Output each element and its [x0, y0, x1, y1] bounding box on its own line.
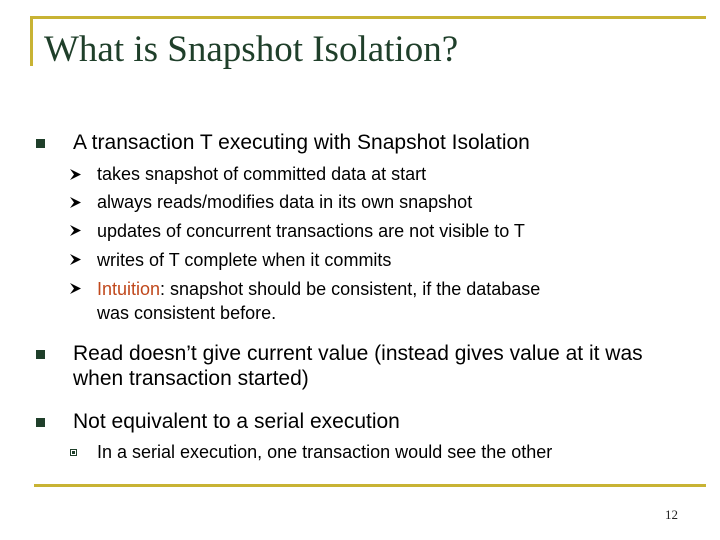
- frame-top-rule: [30, 16, 706, 19]
- arrow-bullet-icon: [69, 196, 82, 209]
- arrow-bullet-icon: [69, 253, 82, 266]
- sub-bullet-1-1: takes snapshot of committed data at start: [97, 164, 427, 184]
- sub-bullet-1-5: [97, 277, 540, 301]
- sub-bullet-1-5-continuation: was consistent before.: [97, 303, 277, 323]
- bullet-2-continuation: when transaction started): [73, 367, 309, 390]
- sub-bullet-1-2: always reads/modifies data in its own snapshot: [97, 192, 473, 212]
- bullet-square-icon: [36, 418, 45, 427]
- intuition-highlight: Intuition: [97, 279, 161, 299]
- sub-bullet-1-4: writes of T complete when it commits: [97, 250, 392, 270]
- frame-left-rule: [30, 16, 33, 66]
- footer-rule: [34, 484, 706, 487]
- bullet-1-text: A transaction T executing with Snapshot Isolation: [73, 131, 530, 154]
- slide-title: What is Snapshot Isolation?: [44, 29, 459, 70]
- arrow-bullet-icon: [69, 282, 82, 295]
- sub-bullet-3-1: In a serial execution, one transaction would see the other: [97, 442, 553, 462]
- bullet-2-text: Read doesn’t give current value (instead gives value at it was: [73, 342, 643, 365]
- page-number: 12: [665, 507, 678, 522]
- bullet-square-icon: [36, 350, 45, 359]
- sub-bullet-1-5-text: : snapshot should be consistent, if the database: [160, 279, 541, 299]
- bullet-3-text: Not equivalent to a serial execution: [73, 410, 400, 433]
- arrow-bullet-icon: [69, 168, 82, 181]
- bullet-square-icon: [36, 139, 45, 148]
- sub-bullet-1-3: updates of concurrent transactions are not visible to T: [97, 221, 525, 241]
- checkbox-bullet-icon: [70, 449, 77, 456]
- arrow-bullet-icon: [69, 224, 82, 237]
